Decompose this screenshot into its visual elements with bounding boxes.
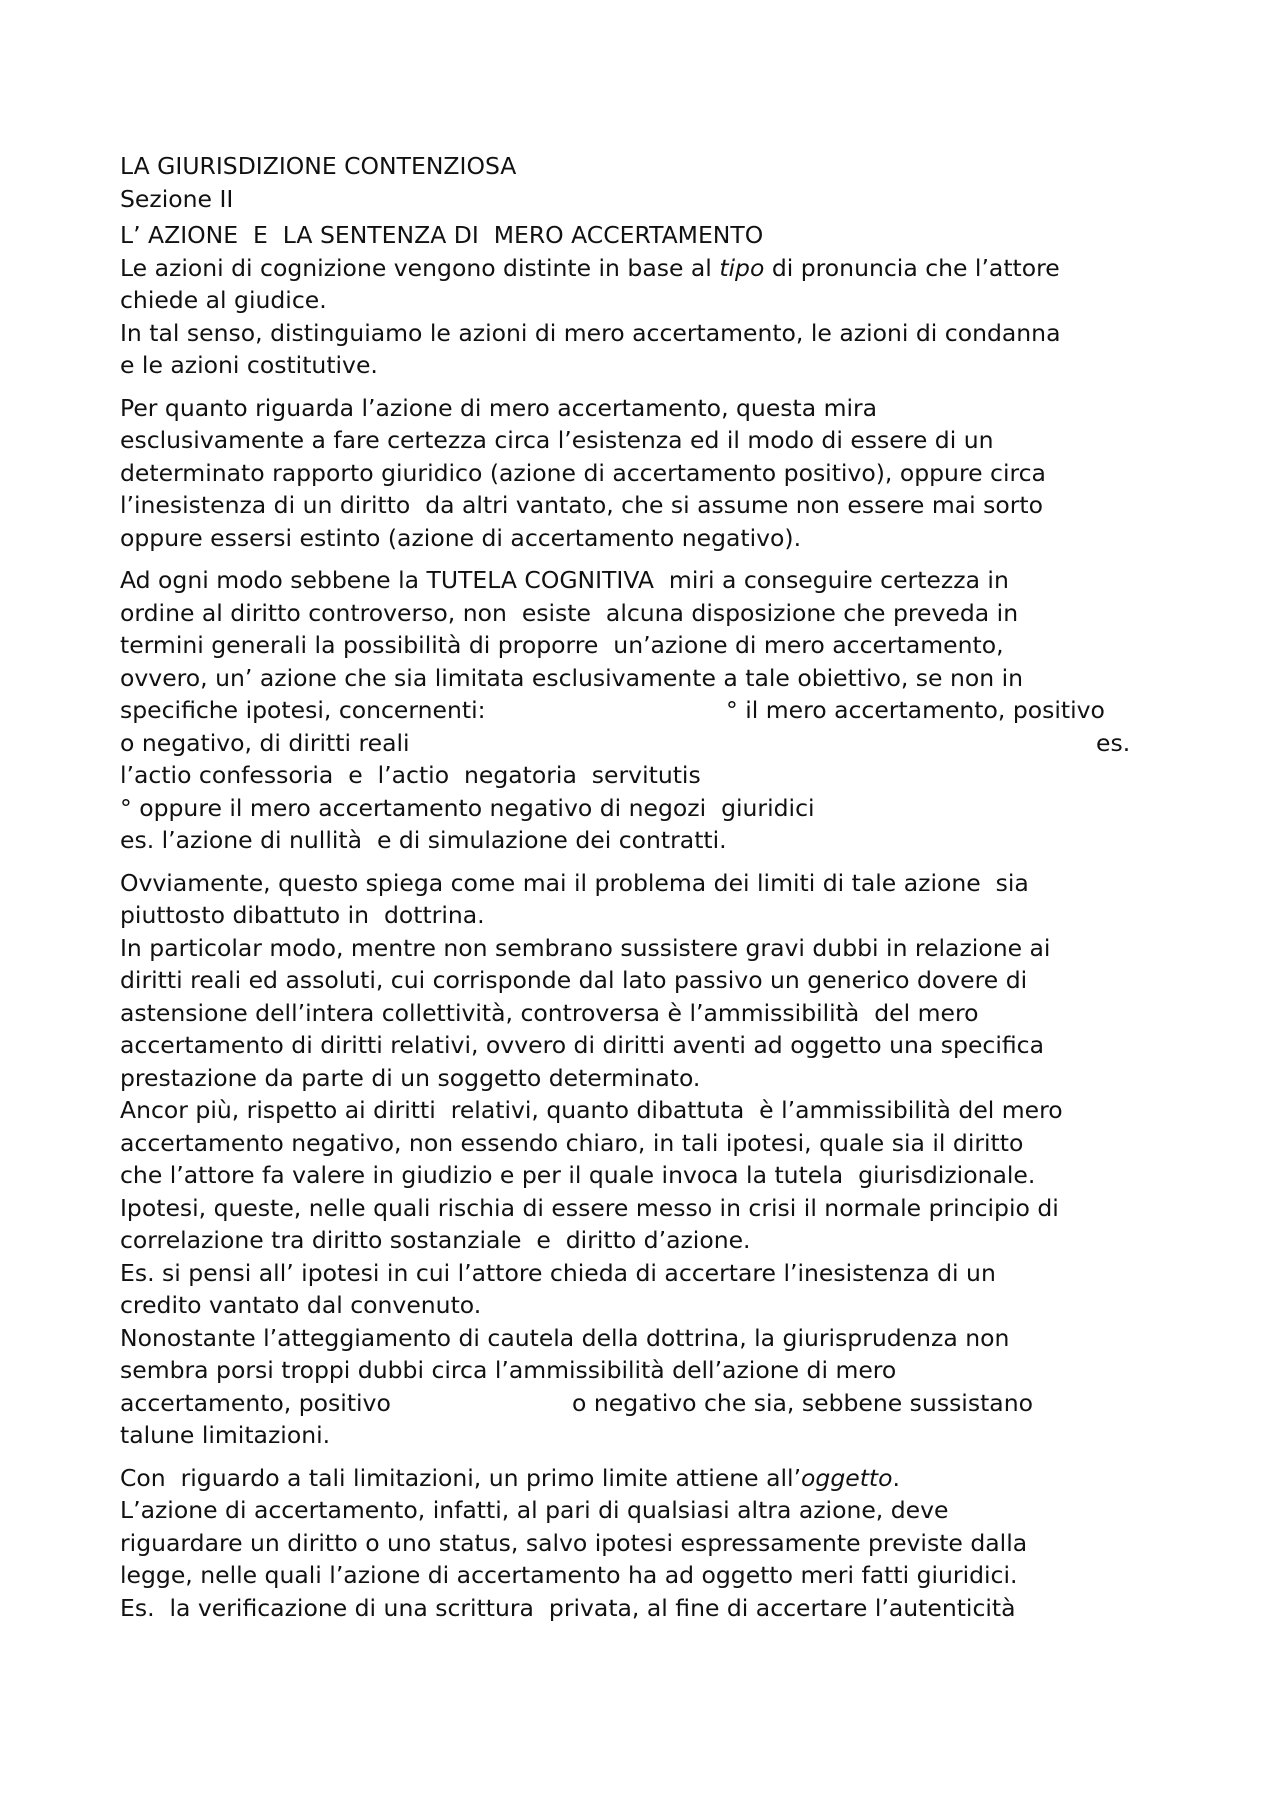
paragraph-line: [120, 727, 1170, 760]
paragraph-line: ° oppure il mero accertamento negativo di negozi giuridici: [120, 793, 815, 822]
paragraph-line: l’inesistenza di un diritto da altri vantato, che si assume non essere mai sorto: [120, 491, 1044, 519]
paragraph-line: accertamento di diritti relativi, ovvero di diritti aventi ad oggetto una specifica: [120, 1031, 1044, 1059]
paragraph-line: ovvero, un’ azione che sia limitata esclusivamente a tale obiettivo, se non in: [120, 663, 1024, 692]
document-page: [120, 150, 1170, 1624]
paragraph-line: credito vantato dal convenuto.: [120, 1291, 482, 1319]
section-label: Sezione II: [120, 184, 234, 213]
paragraph-line: In particolar modo, mentre non sembrano sussistere gravi dubbi in relazione ai: [120, 933, 1051, 962]
paragraph-line: ordine al diritto controverso, non esiste alcuna disposizione che preveda in: [120, 598, 1019, 627]
text-segment: .: [892, 1463, 901, 1492]
paragraph-line: Es. la verificazione di una scrittura privata, al fine di accertare l’autenticità: [120, 1593, 1016, 1622]
paragraph-line: prestazione da parte di un soggetto determinato.: [120, 1063, 701, 1092]
paragraph-line: Es. si pensi all’ ipotesi in cui l’attore chieda di accertare l’inesistenza di un: [120, 1258, 996, 1287]
paragraph-line: riguardare un diritto o uno status, salvo ipotesi espressamente previste dalla: [120, 1528, 1028, 1557]
paragraph-line: In tal senso, distinguiamo le azioni di mero accertamento, le azioni di condanna: [120, 318, 1061, 347]
paragraph-line: [120, 252, 1170, 285]
paragraph-line: oppure essersi estinto (azione di accertamento negativo).: [120, 523, 802, 552]
paragraph-line: Ipotesi, queste, nelle quali rischia di essere messo in crisi il normale principio di: [120, 1193, 1059, 1222]
paragraph-line: accertamento negativo, non essendo chiaro, in tali ipotesi, quale sia il diritto: [120, 1128, 1024, 1157]
paragraph-line: talune limitazioni.: [120, 1421, 331, 1449]
text-segment: o negativo, di diritti reali: [120, 728, 410, 757]
paragraph-line: legge, nelle quali l’azione di accertamento ha ad oggetto meri fatti giuridici.: [120, 1561, 1018, 1589]
paragraph-line: [120, 694, 1170, 727]
paragraph-line: Ancor più, rispetto ai diritti relativi, quanto dibattuta è l’ammissibilità del mero: [120, 1096, 1063, 1124]
paragraph-line: l’actio confessoria e l’actio negatoria servitutis: [120, 761, 701, 789]
paragraph-line: termini generali la possibilità di proporre un’azione di mero accertamento,: [120, 631, 1004, 659]
paragraph-line: [120, 1462, 1170, 1495]
italic-text: oggetto: [801, 1463, 893, 1492]
paragraph-line: che l’attore fa valere in giudizio e per il quale invoca la tutela giurisdizionale.: [120, 1161, 1036, 1189]
text-segment: Le azioni di cognizione vengono distinte in base al: [120, 253, 720, 282]
paragraph-line: chiede al giudice.: [120, 286, 327, 314]
paragraph-line: Nonostante l’atteggiamento di cautela della dottrina, la giurisprudenza non: [120, 1323, 1010, 1352]
paragraph-line: Per quanto riguarda l’azione di mero accertamento, questa mira: [120, 393, 878, 422]
text-segment: di pronuncia che l’attore: [764, 253, 1060, 282]
heading: L’ AZIONE E LA SENTENZA DI MERO ACCERTAMENTO: [120, 221, 764, 249]
text-segment: o negativo che sia, sebbene sussistano: [572, 1388, 1033, 1417]
paragraph-line: Ad ogni modo sebbene la TUTELA COGNITIVA miri a conseguire certezza in: [120, 566, 1009, 594]
paragraph-line: [120, 1387, 1170, 1420]
paragraph-line: e le azioni costitutive.: [120, 351, 378, 379]
paragraph-line: correlazione tra diritto sostanziale e diritto d’azione.: [120, 1226, 751, 1254]
paragraph-line: astensione dell’intera collettività, controversa è l’ammissibilità del mero: [120, 998, 979, 1027]
text-segment: specifiche ipotesi, concernenti:: [120, 696, 486, 724]
text-segment: accertamento, positivo: [120, 1388, 391, 1417]
paragraph-line: diritti reali ed assoluti, cui corrisponde dal lato passivo un generico dovere di: [120, 966, 1028, 994]
italic-text: tipo: [719, 253, 765, 282]
paragraph-line: sembra porsi troppi dubbi circa l’ammissibilità dell’azione di mero: [120, 1356, 897, 1384]
paragraph-line: esclusivamente a fare certezza circa l’esistenza ed il modo di essere di un: [120, 426, 994, 454]
paragraph-line: piuttosto dibattuto in dottrina.: [120, 901, 485, 929]
document-title: LA GIURISDIZIONE CONTENZIOSA: [120, 152, 517, 180]
text-segment: es.: [1096, 728, 1131, 757]
paragraph-line: determinato rapporto giuridico (azione di accertamento positivo), oppure circa: [120, 458, 1046, 487]
paragraph-line: es. l’azione di nullità e di simulazione dei contratti.: [120, 826, 727, 854]
paragraph-line: L’azione di accertamento, infatti, al pari di qualsiasi altra azione, deve: [120, 1496, 949, 1524]
text-segment: Con riguardo a tali limitazioni, un primo limite attiene all’: [120, 1463, 802, 1492]
paragraph-line: Ovviamente, questo spiega come mai il problema dei limiti di tale azione sia: [120, 868, 1029, 897]
text-segment: ° il mero accertamento, positivo: [726, 696, 1105, 724]
